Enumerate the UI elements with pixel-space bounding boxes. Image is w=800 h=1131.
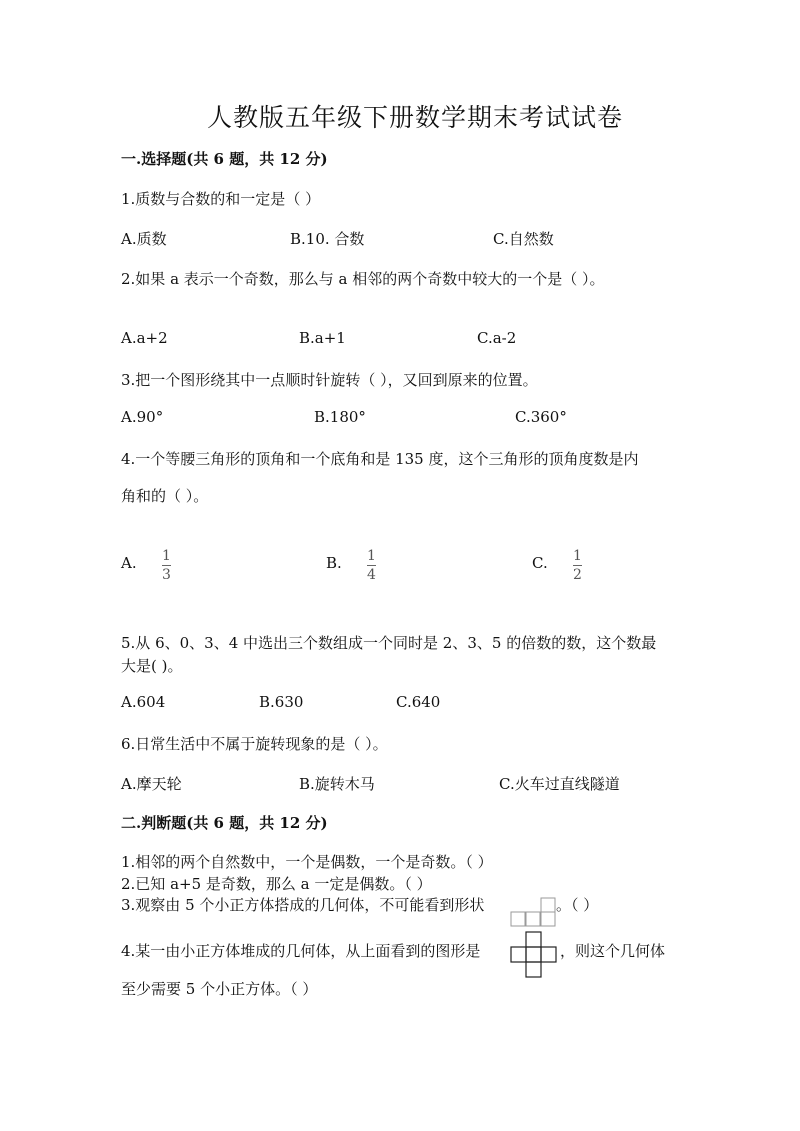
judgement-3-stem-after: 。（ ） [556,896,599,914]
q1-option-a[interactable]: A.质数 [121,230,167,248]
question-4-stem-line2: 角和的（ ）。 [121,487,209,505]
q3-option-c[interactable]: C.360° [515,408,567,426]
q5-option-b[interactable]: B.630 [259,693,304,711]
fraction-denominator: 3 [162,567,171,583]
fraction-bar [573,565,582,566]
q4-option-b-label[interactable]: B. [326,554,342,572]
judgement-2-stem: 2.已知 a+5 是奇数，那么 a 一定是偶数。（ ） [121,875,432,893]
top-view-cross-figure [510,931,558,979]
fraction-numerator: 1 [162,548,171,564]
q4-option-c-label[interactable]: C. [532,554,548,572]
judgement-1-stem: 1.相邻的两个自然数中，一个是偶数，一个是奇数。（ ） [121,853,493,871]
question-5-stem-line2: 大是( )。 [121,657,183,675]
judgement-4-stem-line2: 至少需要 5 个小正方体。（ ） [121,980,318,998]
question-1-stem: 1.质数与合数的和一定是（ ） [121,190,321,208]
q5-option-c[interactable]: C.640 [396,693,441,711]
fraction-denominator: 2 [573,567,582,583]
q2-option-c[interactable]: C.a-2 [477,329,517,347]
q6-option-c[interactable]: C.火车过直线隧道 [499,775,620,793]
question-6-stem: 6.日常生活中不属于旋转现象的是（ ）。 [121,735,388,753]
q2-option-b[interactable]: B.a+1 [299,329,346,347]
page-title: 人教版五年级下册数学期末考试试卷 [207,103,624,132]
fraction-bar [162,565,171,566]
question-2-stem: 2.如果 a 表示一个奇数，那么与 a 相邻的两个奇数中较大的一个是（ ）。 [121,270,605,288]
q6-option-b[interactable]: B.旋转木马 [299,775,375,793]
q4-option-c-fraction [573,549,582,582]
section-heading-judgement: 二.判断题(共 6 题，共 12 分) [121,814,328,832]
cube-view-shape-figure [510,897,556,927]
section-heading-choice: 一.选择题(共 6 题，共 12 分) [121,150,328,168]
fraction-numerator: 1 [367,548,376,564]
fraction-numerator: 1 [573,548,582,564]
fraction-denominator: 4 [367,567,376,583]
q2-option-a[interactable]: A.a+2 [121,329,168,347]
q4-option-a-label[interactable]: A. [121,554,137,572]
q4-option-b-fraction [367,549,376,582]
question-3-stem: 3.把一个图形绕其中一点顺时针旋转（ ），又回到原来的位置。 [121,371,538,389]
q4-option-a-fraction [162,549,171,582]
question-4-stem-line1: 4.一个等腰三角形的顶角和一个底角和是 135 度，这个三角形的顶角度数是内 [121,450,639,468]
q1-option-c[interactable]: C.自然数 [493,230,554,248]
q3-option-b[interactable]: B.180° [314,408,366,426]
question-5-stem-line1: 5.从 6、0、3、4 中选出三个数组成一个同时是 2、3、5 的倍数的数，这个数最 [121,634,657,652]
q3-option-a[interactable]: A.90° [121,408,164,426]
q5-option-a[interactable]: A.604 [121,693,166,711]
judgement-4-stem-after: ，则这个几何体 [560,942,666,960]
judgement-3-stem-before: 3.观察由 5 个小正方体搭成的几何体，不可能看到形状 [121,896,485,914]
fraction-bar [367,565,376,566]
q6-option-a[interactable]: A.摩天轮 [121,775,182,793]
q1-option-b[interactable]: B.10. 合数 [290,230,365,248]
judgement-4-stem-before: 4.某一由小正方体堆成的几何体，从上面看到的图形是 [121,942,481,960]
